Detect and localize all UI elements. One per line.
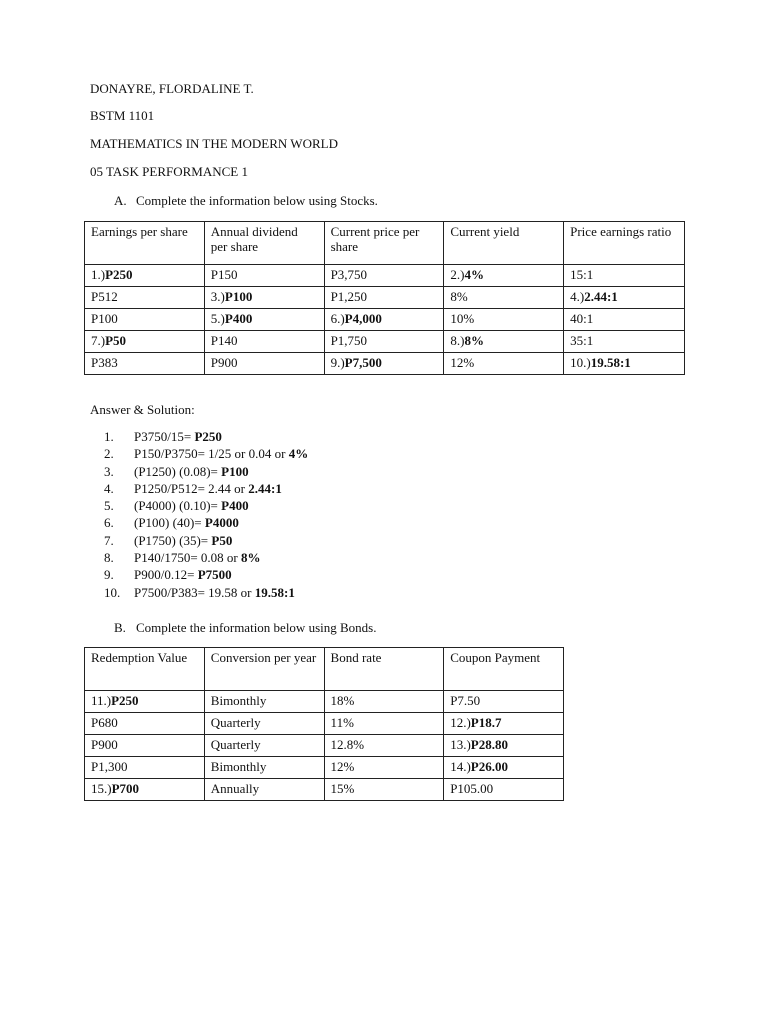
- bonds-cell: [204, 735, 324, 757]
- bonds-cell: [444, 691, 564, 713]
- answer-work: (P4000) (0.10)=: [134, 498, 222, 514]
- stocks-cell: [564, 265, 685, 287]
- answer-work: P3750/15=: [134, 429, 195, 444]
- item-number: 11.): [91, 693, 112, 708]
- cell-value: 12%: [330, 759, 355, 774]
- cell-value: P900: [91, 737, 118, 752]
- answer-value: P26.00: [470, 759, 508, 774]
- bonds-cell: [324, 757, 444, 779]
- answer-number: 1.: [104, 429, 114, 444]
- stocks-cell: [444, 287, 564, 309]
- answer-value: P250: [111, 693, 139, 708]
- answer-work: (P1250) (0.08)=: [134, 463, 222, 479]
- stocks-cell: [85, 353, 205, 375]
- item-number: 2.): [450, 267, 465, 282]
- answer-item: [104, 566, 308, 583]
- answer-number: 4.: [104, 480, 114, 496]
- cell-value: Bimonthly: [210, 693, 267, 708]
- answer-work: P900/0.12=: [134, 567, 198, 583]
- stocks-cell: [324, 287, 444, 309]
- bonds-header-cell: Redemption Value: [85, 648, 205, 691]
- cell-value: 40:1: [570, 311, 594, 326]
- bonds-cell: [324, 779, 444, 801]
- stocks-header-cell: Earnings per share: [85, 222, 205, 265]
- cell-value: P1,300: [91, 759, 128, 774]
- bonds-cell: [444, 735, 564, 757]
- bonds-cell: [85, 735, 205, 757]
- item-number: 9.): [330, 355, 345, 370]
- bonds-header-row: [85, 648, 564, 691]
- answer-result: P250: [194, 429, 222, 444]
- cell-value: Bimonthly: [210, 759, 267, 774]
- answer-value: 2.44:1: [584, 289, 618, 304]
- answer-item: [104, 463, 308, 480]
- bonds-cell: [204, 713, 324, 735]
- stocks-cell: [564, 309, 685, 331]
- answer-number: 9.: [104, 567, 114, 583]
- stocks-row: [85, 353, 685, 375]
- section-b-letter: B.: [114, 620, 126, 635]
- bonds-row: [85, 735, 564, 757]
- answer-work: (P1750) (35)=: [134, 532, 212, 548]
- item-number: 8.): [450, 333, 465, 348]
- answer-result: 4%: [288, 446, 309, 462]
- cell-value: P383: [91, 355, 118, 370]
- answer-work: (P100) (40)=: [134, 515, 205, 531]
- stocks-cell: [204, 353, 324, 375]
- answer-number: 8.: [104, 550, 114, 566]
- stocks-cell: [204, 331, 324, 353]
- cell-value: 12.8%: [330, 737, 365, 752]
- bonds-header-cell: Coupon Payment: [444, 648, 564, 691]
- section-a-letter: A.: [114, 193, 127, 208]
- answer-number: 10.: [104, 584, 121, 600]
- cell-value: 15%: [330, 781, 355, 796]
- bonds-cell: [444, 713, 564, 735]
- cell-value: 10%: [450, 311, 475, 326]
- stocks-header-cell: Current yield: [444, 222, 564, 265]
- answer-result: P4000: [204, 515, 239, 531]
- cell-value: P150: [210, 267, 238, 282]
- answer-value: P250: [105, 267, 133, 282]
- section-a-heading: [114, 193, 378, 209]
- answer-result: P7500: [197, 567, 232, 583]
- answer-item: [104, 584, 308, 601]
- section-a-instruction: Complete the information below using Stocks.: [136, 193, 378, 208]
- answer-result: 8%: [241, 550, 261, 566]
- stocks-row: [85, 309, 685, 331]
- stocks-cell: [564, 331, 685, 353]
- answer-result: P400: [221, 498, 249, 514]
- stocks-cell: [204, 309, 324, 331]
- bonds-cell: [444, 779, 564, 801]
- bonds-header-cell: Conversion per year: [204, 648, 324, 691]
- bonds-cell: [324, 735, 444, 757]
- stocks-cell: [444, 353, 564, 375]
- item-number: 14.): [450, 759, 471, 774]
- answer-value: P700: [111, 781, 140, 796]
- bonds-cell: [444, 757, 564, 779]
- bonds-cell: [85, 691, 205, 713]
- answer-item: [104, 549, 308, 566]
- stocks-cell: [85, 287, 205, 309]
- answer-value: P100: [224, 289, 253, 304]
- answer-number: 3.: [104, 463, 114, 479]
- item-number: 7.): [91, 333, 106, 348]
- answer-value: P7,500: [344, 355, 382, 370]
- answer-result: 2.44:1: [248, 480, 282, 496]
- answer-item: [104, 514, 308, 531]
- answer-value: 19.58:1: [590, 355, 631, 370]
- answer-result: P100: [221, 463, 249, 479]
- cell-value: P105.00: [450, 781, 494, 796]
- item-number: 10.): [570, 355, 591, 370]
- section-b-instruction: Complete the information below using Bonds.: [136, 620, 377, 635]
- cell-value: P680: [91, 715, 118, 730]
- answer-value: P50: [105, 333, 127, 348]
- bonds-cell: [85, 713, 205, 735]
- answer-item: [104, 445, 308, 462]
- bonds-cell: [324, 691, 444, 713]
- stocks-header-row: [85, 222, 685, 265]
- answer-number: 6.: [104, 515, 114, 531]
- answer-value: 8%: [464, 333, 484, 348]
- stocks-cell: [324, 331, 444, 353]
- bonds-cell: [85, 757, 205, 779]
- bonds-row: [85, 779, 564, 801]
- answer-item: [104, 428, 308, 445]
- item-number: 12.): [450, 715, 471, 730]
- stocks-cell: [444, 331, 564, 353]
- bonds-cell: [204, 691, 324, 713]
- cell-value: 18%: [330, 693, 355, 708]
- stocks-row: [85, 331, 685, 353]
- stocks-header-cell: Price earnings ratio: [564, 222, 685, 265]
- cell-value: 12%: [450, 355, 475, 370]
- stocks-cell: [324, 353, 444, 375]
- bonds-cell: [324, 713, 444, 735]
- item-number: 5.): [210, 311, 225, 326]
- stocks-header-cell: Current price per share: [324, 222, 444, 265]
- answer-work: P1250/P512= 2.44 or: [134, 480, 249, 496]
- answer-work: P7500/P383= 19.58 or: [134, 584, 255, 600]
- item-number: 3.): [210, 289, 225, 304]
- bonds-row: [85, 757, 564, 779]
- stocks-cell: [444, 265, 564, 287]
- item-number: 13.): [450, 737, 471, 752]
- cell-value: P7.50: [450, 693, 481, 708]
- section-b-heading: [114, 620, 376, 636]
- stocks-cell: [85, 331, 205, 353]
- cell-value: P512: [91, 289, 118, 304]
- cell-value: P1,750: [330, 333, 368, 348]
- cell-value: Quarterly: [210, 715, 261, 730]
- cell-value: 15:1: [570, 267, 594, 282]
- bonds-cell: [204, 757, 324, 779]
- bonds-header-cell: Bond rate: [324, 648, 444, 691]
- cell-value: P900: [210, 355, 238, 370]
- answers-list: [104, 428, 308, 601]
- answer-number: 2.: [104, 446, 114, 462]
- answer-item: [104, 532, 308, 549]
- answer-value: 4%: [464, 267, 484, 282]
- answer-result: P50: [211, 532, 233, 548]
- cell-value: P1,250: [330, 289, 368, 304]
- stocks-cell: [324, 265, 444, 287]
- item-number: 15.): [91, 781, 112, 796]
- course-code: BSTM 1101: [90, 108, 155, 123]
- answer-value: P400: [224, 311, 253, 326]
- cell-value: 8%: [450, 289, 468, 304]
- stocks-cell: [204, 265, 324, 287]
- answer-work: P140/1750= 0.08 or: [134, 550, 242, 566]
- stocks-row: [85, 287, 685, 309]
- answer-number: 7.: [104, 532, 114, 548]
- student-name: DONAYRE, FLORDALINE T.: [90, 81, 254, 96]
- bonds-row: [85, 713, 564, 735]
- bonds-cell: [85, 779, 205, 801]
- answer-value: P4,000: [344, 311, 382, 326]
- cell-value: P3,750: [330, 267, 368, 282]
- answer-work: P150/P3750= 1/25 or 0.04 or: [134, 446, 289, 462]
- stocks-cell: [204, 287, 324, 309]
- task-title: 05 TASK PERFORMANCE 1: [90, 164, 248, 179]
- answer-item: [104, 480, 308, 497]
- stocks-header-cell: Annual dividend per share: [204, 222, 324, 265]
- bonds-row: [85, 691, 564, 713]
- cell-value: Annually: [210, 781, 260, 796]
- answer-number: 5.: [104, 498, 114, 514]
- item-number: 1.): [91, 267, 106, 282]
- cell-value: P100: [91, 311, 118, 326]
- item-number: 6.): [330, 311, 345, 326]
- stocks-cell: [85, 309, 205, 331]
- answer-item: [104, 497, 308, 514]
- item-number: 4.): [570, 289, 585, 304]
- answers-title: Answer & Solution:: [90, 402, 195, 417]
- cell-value: 11%: [330, 715, 354, 730]
- cell-value: 35:1: [570, 333, 594, 348]
- subject-title: MATHEMATICS IN THE MODERN WORLD: [90, 136, 338, 151]
- bonds-table: [84, 647, 564, 801]
- answer-value: P18.7: [470, 715, 502, 730]
- stocks-cell: [444, 309, 564, 331]
- bonds-cell: [204, 779, 324, 801]
- stocks-row: [85, 265, 685, 287]
- stocks-cell: [85, 265, 205, 287]
- answer-value: P28.80: [470, 737, 508, 752]
- stocks-cell: [324, 309, 444, 331]
- cell-value: P140: [210, 333, 238, 348]
- stocks-cell: [564, 353, 685, 375]
- stocks-cell: [564, 287, 685, 309]
- stocks-table: [84, 221, 685, 375]
- answer-result: 19.58:1: [254, 584, 295, 600]
- cell-value: Quarterly: [210, 737, 261, 752]
